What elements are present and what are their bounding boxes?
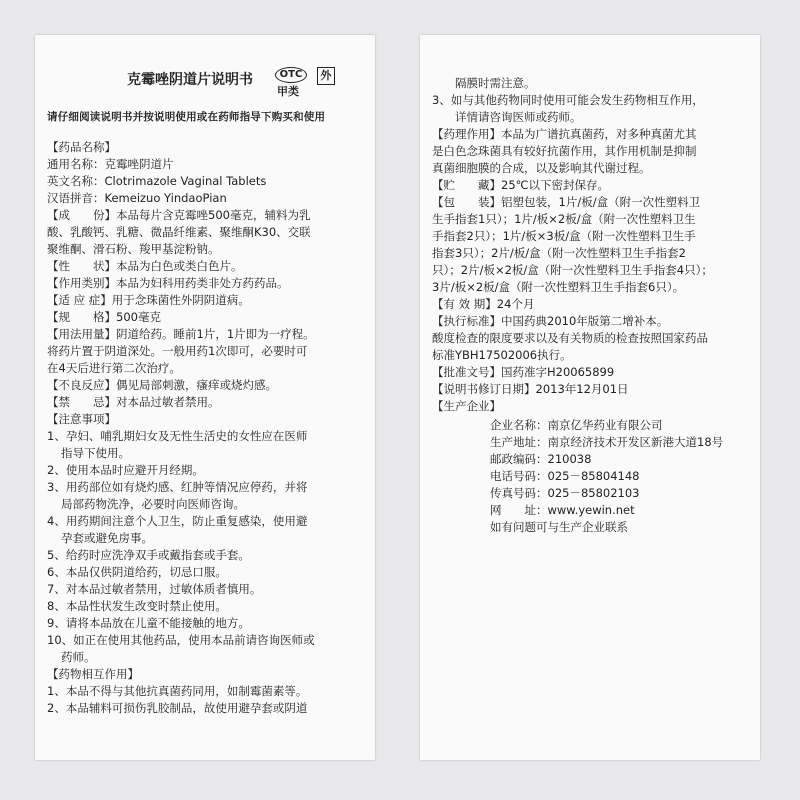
- text-line: 通用名称：克霉唑阴道片: [47, 157, 174, 171]
- text-line: 【药物相互作用】: [47, 667, 139, 681]
- text-line: 【有 效 期】24个月: [432, 297, 535, 311]
- text-line: 指导下使用。: [61, 446, 130, 460]
- text-line: 【作用类别】本品为妇科用药类非处方药药品。: [47, 276, 289, 290]
- text-line: 【性 状】本品为白色或类白色片。: [47, 259, 243, 273]
- otc-badge: OTC: [275, 67, 307, 83]
- text-line: 【药品名称】: [47, 140, 116, 154]
- left-body-text: [47, 139, 367, 717]
- manufacturer-block: [490, 417, 750, 536]
- text-line: 聚维酮、滑石粉、羧甲基淀粉钠。: [47, 242, 220, 256]
- text-line: 3片/板×2板/盒（附一次性塑料卫生手指套6只）。: [432, 280, 685, 294]
- text-line: 局部药物洗净，必要时向医师咨询。: [61, 497, 245, 511]
- text-line: 【批准文号】国药准字H20065899: [432, 365, 615, 379]
- text-line: 1、本品不得与其他抗真菌药同用，如制霉菌素等。: [47, 684, 308, 698]
- external-use-mark: 外: [317, 67, 335, 85]
- text-line: 【规 格】500毫克: [47, 310, 161, 324]
- text-line: 3、用药部位如有烧灼感、红肿等情况应停药，并将: [47, 480, 308, 494]
- otc-category: 甲类: [277, 85, 299, 98]
- text-line: 【包 装】铝塑包装，1片/板/盒（附一次性塑料卫: [432, 195, 701, 209]
- text-line: 【贮 藏】25℃以下密封保存。: [432, 178, 610, 192]
- text-line: 是白色念珠菌具有较好抗菌作用，其作用机制是抑制: [432, 144, 697, 158]
- text-line: 如有问题可与生产企业联系: [490, 520, 628, 534]
- text-line: 3、如与其他药物同时使用可能会发生药物相互作用，: [432, 93, 704, 107]
- leaflet-title: 克霉唑阴道片说明书: [127, 72, 253, 88]
- right-leaflet-page: [420, 35, 760, 760]
- text-line: 【不良反应】偶见局部刺激，瘙痒或烧灼感。: [47, 378, 277, 392]
- text-line: 【适 应 症】用于念珠菌性外阴阴道病。: [47, 293, 250, 307]
- text-line: 网 址：www.yewin.net: [490, 503, 635, 517]
- text-line: 9、请将本品放在儿童不能接触的地方。: [47, 616, 250, 630]
- text-line: 【执行标准】中国药典2010年版第二增补本。: [432, 314, 669, 328]
- usage-warning: 请仔细阅读说明书并按说明使用或在药师指导下购买和使用: [47, 111, 326, 123]
- text-line: 10、如正在使用其他药品，使用本品前请咨询医师或: [47, 633, 315, 647]
- text-line: 7、对本品过敏者禁用，过敏体质者慎用。: [47, 582, 262, 596]
- text-line: 在4天后进行第二次治疗。: [47, 361, 181, 375]
- text-line: 4、用药期间注意个人卫生，防止重复感染，使用避: [47, 514, 308, 528]
- text-line: 【禁 忌】对本品过敏者禁用。: [47, 395, 220, 409]
- text-line: 2、使用本品时应避开月经期。: [47, 463, 204, 477]
- text-line: 企业名称：南京亿华药业有限公司: [490, 418, 663, 432]
- text-line: 药师。: [61, 650, 96, 664]
- text-line: 英文名称：Clotrimazole Vaginal Tablets: [47, 174, 267, 188]
- text-line: 生手指套1只）；1片/板×2板/盒（附一次性塑料卫生: [432, 212, 696, 226]
- text-line: 指套3只）；2片/板/盒（附一次性塑料卫生手指套2: [432, 246, 686, 260]
- title-row: [35, 65, 375, 99]
- text-line: 电话号码：025－85804148: [490, 469, 640, 483]
- text-line: 2、本品辅料可损伤乳胶制品，故使用避孕套或阴道: [47, 701, 308, 715]
- text-line: 6、本品仅供阴道给药，切忌口服。: [47, 565, 227, 579]
- text-line: 酸度检查的限度要求以及有关物质的检查按照国家药品: [432, 331, 708, 345]
- text-line: 将药片置于阴道深处。一般用药1次即可，必要时可: [47, 344, 308, 358]
- text-line: 生产地址：南京经济技术开发区新港大道18号: [490, 435, 724, 449]
- text-line: 【说明书修订日期】2013年12月01日: [432, 382, 629, 396]
- text-line: 8、本品性状发生改变时禁止使用。: [47, 599, 227, 613]
- text-line: 真菌细胞膜的合成，以及影响其代谢过程。: [432, 161, 651, 175]
- text-line: 1、孕妇、哺乳期妇女及无性生活史的女性应在医师: [47, 429, 308, 443]
- text-line: 【注意事项】: [47, 412, 116, 426]
- text-line: 传真号码：025－85802103: [490, 486, 640, 500]
- left-leaflet-page: [35, 35, 375, 760]
- text-line: 【成 份】本品每片含克霉唑500毫克，辅料为乳: [47, 208, 311, 222]
- text-line: 孕套或避免房事。: [61, 531, 153, 545]
- right-body-text: [432, 75, 754, 415]
- text-line: 隔膜时需注意。: [432, 76, 536, 90]
- text-line: 汉语拼音：Kemeizuo YindaoPian: [47, 191, 227, 205]
- text-line: 【用法用量】阴道给药。睡前1片，1片即为一疗程。: [47, 327, 315, 341]
- text-line: 5、给药时应洗净双手或戴指套或手套。: [47, 548, 250, 562]
- text-line: 详情请咨询医师或药师。: [432, 110, 582, 124]
- text-line: 邮政编码：210038: [490, 452, 592, 466]
- text-line: 只）；2片/板×2板/盒（附一次性塑料卫生手指套4只）；: [432, 263, 713, 277]
- text-line: 标准YBH17502006执行。: [432, 348, 572, 362]
- text-line: 酸、乳酸钙、乳糖、微晶纤维素、聚维酮K30、交联: [47, 225, 311, 239]
- text-line: 【药理作用】本品为广谱抗真菌药，对多种真菌尤其: [432, 127, 697, 141]
- text-line: 【生产企业】: [432, 399, 501, 413]
- text-line: 手指套2只）；1片/板×3板/盒（附一次性塑料卫生手: [432, 229, 696, 243]
